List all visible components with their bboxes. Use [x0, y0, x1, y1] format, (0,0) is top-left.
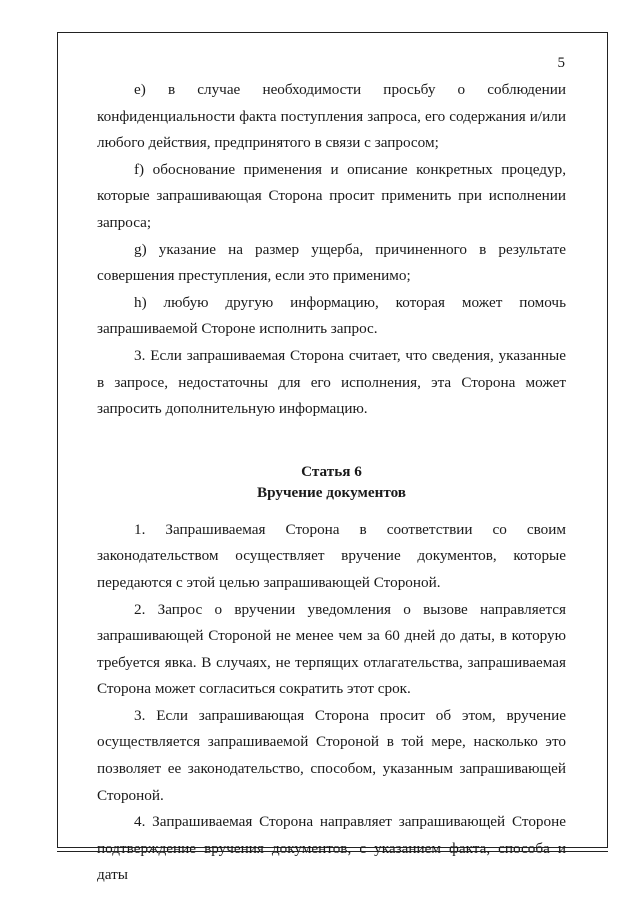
page-frame — [57, 32, 608, 884]
paragraph-e: e) в случае необходимости просьбу о соблюдении конфиденциальности факта поступления запроса, его содержания и/или любого действия, предпринятого в связи с запросом; — [97, 81, 566, 152]
paragraph-3: 3. Если запрашиваемая Сторона считает, что сведения, указанные в запросе, недостаточны для его исполнения, эта Сторона может запросить дополнительную информацию. — [97, 346, 566, 418]
article-paragraph-4: 4. Запрашиваемая Сторона направляет запрашивающей Стороне подтверждение вручения документов, с указанием факта, способа и даты — [97, 813, 566, 884]
article-title: Вручение документов — [256, 483, 407, 501]
article-heading — [97, 461, 566, 503]
article-paragraph-3: 3. Если запрашивающая Сторона просит об этом, вручение осуществляется запрашиваемой Стороной в той мере, насколько это позволяет ее законодательство, способом, указанным запрашивающей Стороной. — [97, 706, 566, 804]
article-number: Статья 6 — [301, 462, 362, 480]
paragraph-g: g) указание на размер ущерба, причиненного в результате совершения преступления, если это применимо; — [97, 240, 566, 285]
article-paragraph-1: 1. Запрашиваемая Сторона в соответствии со своим законодательством осуществляет вручение документов, которые передаются с этой целью запрашивающей Стороной. — [97, 520, 566, 591]
page-number: 5 — [557, 55, 565, 71]
document-body — [97, 77, 566, 889]
paragraph-f: f) обоснование применения и описание конкретных процедур, которые запрашивающая Сторона просит применить при исполнении запроса; — [97, 160, 566, 231]
frame-bottom-rule — [57, 851, 608, 852]
article-paragraph-2: 2. Запрос о вручении уведомления о вызове направляется запрашивающей Стороной не менее чем за 60 дней до даты, в которую требуется явка. В случаях, не терпящих отлагательства, запрашиваемая Сторона может согласиться сократить этот срок. — [97, 600, 566, 698]
paragraph-h: h) любую другую информацию, которая может помочь запрашиваемой Стороне исполнить запрос. — [97, 293, 566, 338]
